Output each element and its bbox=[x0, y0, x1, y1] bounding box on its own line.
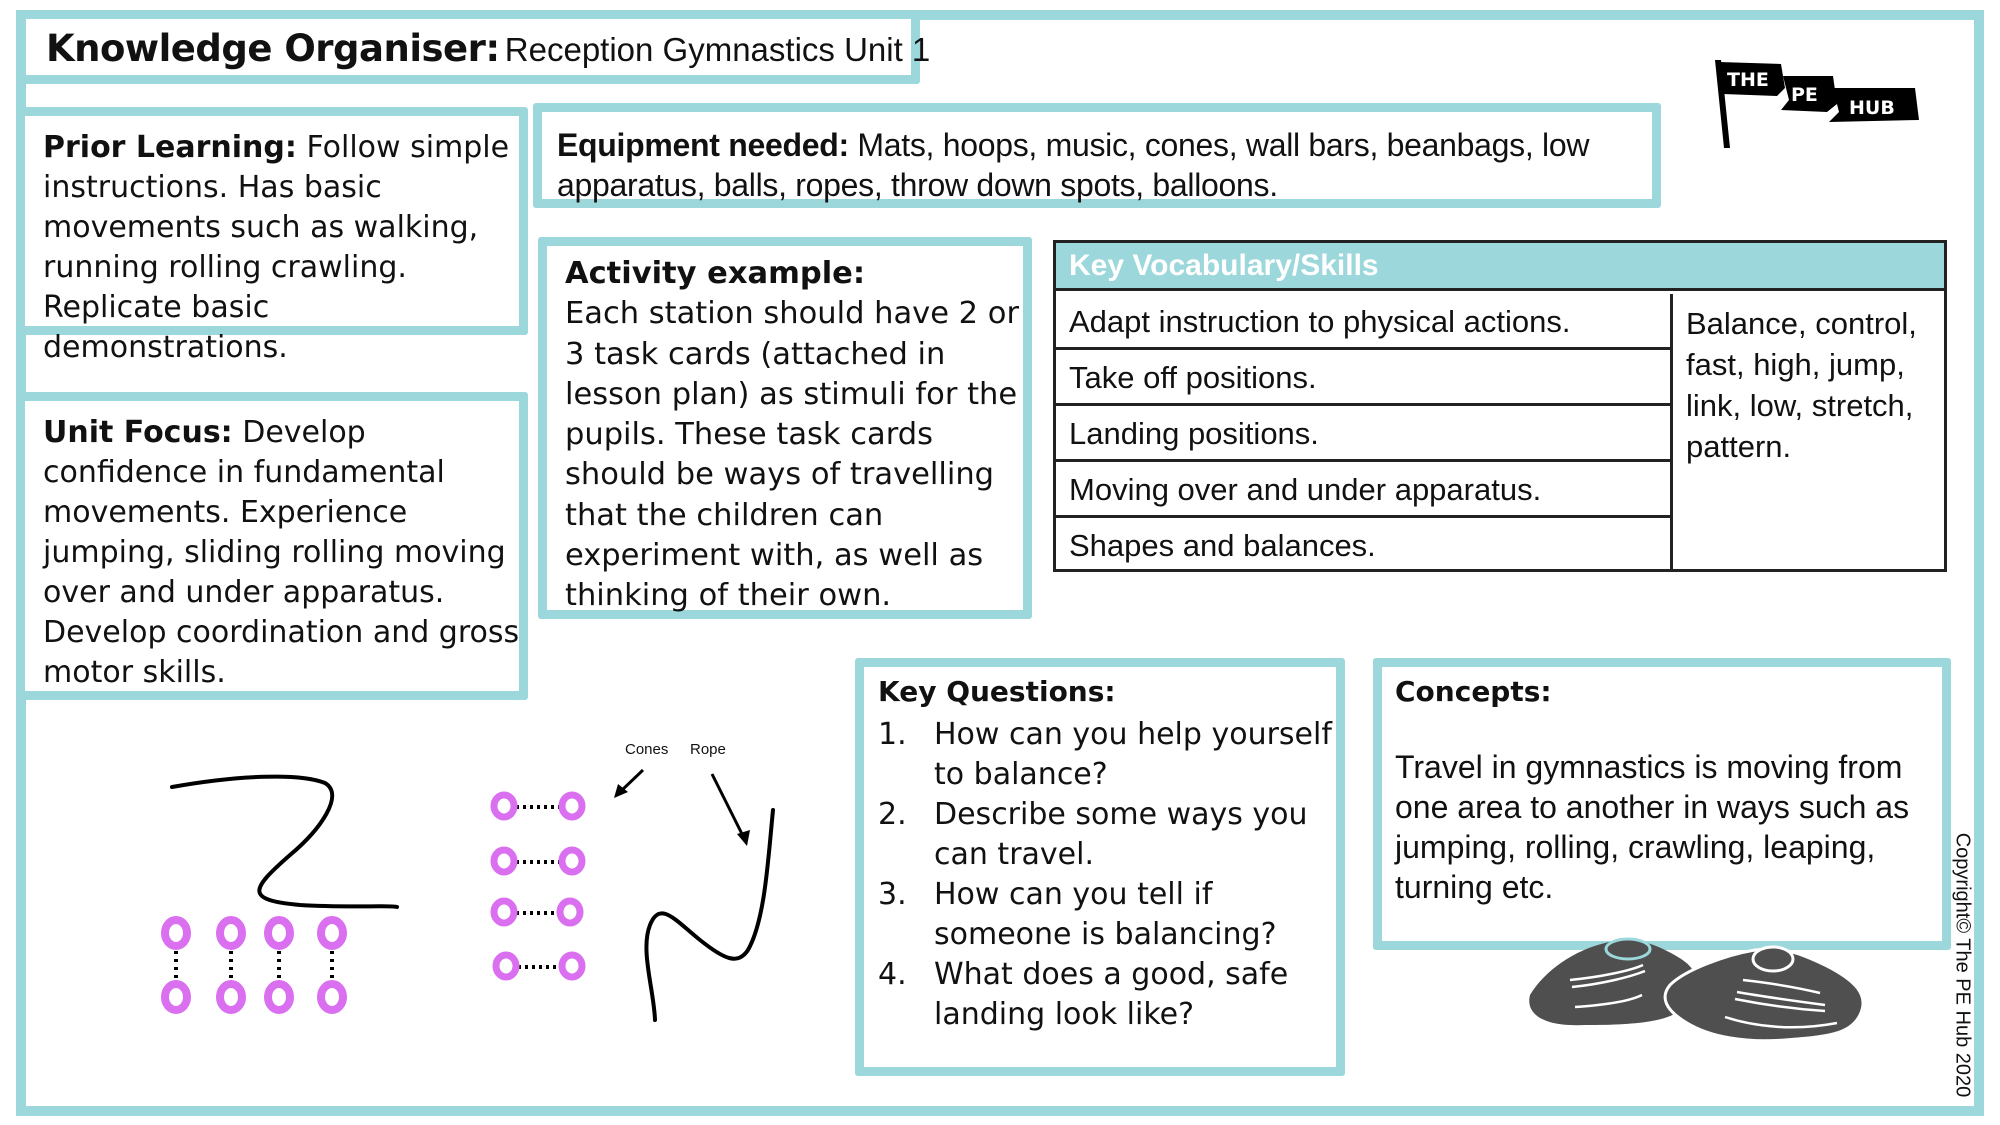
skill-row bbox=[1056, 350, 1670, 406]
cone-spot-icon bbox=[562, 850, 582, 872]
question-item bbox=[878, 875, 1338, 955]
prior-learning-box bbox=[16, 107, 528, 365]
cone-spot-icon bbox=[220, 984, 242, 1010]
equipment-body: Mats, hoops, music, cones, wall bars, beanbags, low apparatus, balls, ropes, throw down spots, balloons. bbox=[557, 127, 1590, 203]
equipment-label: Equipment needed: bbox=[557, 127, 849, 163]
key-questions-box bbox=[855, 658, 1345, 1076]
cones-label: Cones bbox=[625, 741, 669, 758]
logo-word-pe: PE bbox=[1791, 84, 1818, 106]
cone-icon bbox=[1665, 947, 1863, 1041]
question-text: What does a good, safe landing look like? bbox=[934, 957, 1289, 1032]
cone-spot-icon bbox=[268, 920, 290, 946]
cone-spot-icon bbox=[494, 850, 514, 872]
cone-pair bbox=[268, 920, 290, 1010]
logo-word-hub: HUB bbox=[1849, 97, 1895, 119]
cone-spot-icon bbox=[494, 901, 514, 923]
skill-text: Moving over and under apparatus. bbox=[1069, 472, 1542, 507]
equipment-box bbox=[533, 103, 1661, 208]
activity-example-box bbox=[538, 237, 1032, 619]
unit-focus-label: Unit Focus: bbox=[43, 415, 233, 450]
cone-spot-icon bbox=[220, 920, 242, 946]
pe-hub-logo bbox=[1715, 58, 1920, 150]
cone-spot-icon bbox=[496, 955, 516, 977]
prior-learning-label: Prior Learning: bbox=[43, 130, 297, 165]
title-box bbox=[16, 10, 931, 84]
rope-label: Rope bbox=[690, 741, 726, 758]
key-questions-list bbox=[878, 715, 1338, 1035]
key-vocabulary-table bbox=[1053, 240, 1947, 572]
question-text: How can you help yourself to balance? bbox=[934, 717, 1332, 792]
unit-focus-body: Develop confidence in fundamental movements. Experience jumping, sliding rolling moving over and under apparatus. Develop coordination and gross motor skills. bbox=[43, 415, 520, 690]
title-subtitle: Reception Gymnastics Unit 1 bbox=[504, 31, 931, 68]
title-bold: Knowledge Organiser: bbox=[46, 27, 500, 70]
travel-diagram-left bbox=[150, 755, 420, 1020]
cone-spot-icon bbox=[165, 920, 187, 946]
activity-label: Activity example: bbox=[565, 256, 866, 291]
cone-spot-icon bbox=[562, 795, 582, 817]
vocabulary-header bbox=[1056, 243, 1944, 291]
cone-spot-icon bbox=[268, 984, 290, 1010]
unit-focus-text bbox=[43, 413, 523, 693]
equipment-text bbox=[557, 125, 1647, 205]
cones-illustration bbox=[1525, 935, 1865, 1055]
question-number: 3. bbox=[878, 877, 907, 912]
cone-pair bbox=[494, 901, 580, 923]
cone-spot-icon bbox=[321, 984, 343, 1010]
cone-pair bbox=[494, 850, 582, 872]
question-item bbox=[878, 715, 1338, 795]
activity-body: Each station should have 2 or 3 task cards (attached in lesson plan) as stimuli for the pupils. These task cards should be ways of travelling that the children can experiment with, as well as thinking of their own. bbox=[565, 296, 1019, 614]
cone-spot-icon bbox=[494, 795, 514, 817]
question-number: 4. bbox=[878, 957, 907, 992]
vocabulary-header-label: Key Vocabulary/Skills bbox=[1069, 249, 1379, 282]
travel-diagram-right bbox=[480, 740, 790, 1030]
logo-word-the: THE bbox=[1727, 69, 1769, 91]
cone-pair bbox=[220, 920, 242, 1010]
cone-icon bbox=[1529, 939, 1695, 1025]
cone-pair bbox=[165, 920, 187, 1010]
question-text: Describe some ways you can travel. bbox=[934, 797, 1308, 872]
page-title bbox=[46, 27, 930, 70]
key-questions-label: Key Questions: bbox=[878, 675, 1116, 708]
question-text: How can you tell if someone is balancing? bbox=[934, 877, 1277, 952]
cone-spot-icon bbox=[321, 920, 343, 946]
question-item bbox=[878, 795, 1338, 875]
rope-arrow bbox=[712, 774, 744, 838]
question-number: 1. bbox=[878, 717, 907, 752]
question-number: 2. bbox=[878, 797, 907, 832]
concepts-box bbox=[1373, 658, 1951, 950]
skill-text: Shapes and balances. bbox=[1069, 528, 1376, 563]
skill-text: Adapt instruction to physical actions. bbox=[1069, 304, 1571, 339]
prior-learning-body: Follow simple instructions. Has basic movements such as walking, running rolling crawling. Replicate basic demonstrations. bbox=[43, 130, 510, 365]
skill-row bbox=[1056, 406, 1670, 462]
cone-spot-icon bbox=[562, 955, 582, 977]
question-item bbox=[878, 955, 1338, 1035]
cone-pair bbox=[496, 955, 582, 977]
cone-pair bbox=[321, 920, 343, 1010]
cone-pair bbox=[494, 795, 582, 817]
concepts-text: Travel in gymnastics is moving from one area to another in ways such as jumping, rolling, crawling, leaping, turning etc. bbox=[1395, 749, 1910, 905]
unit-focus-box bbox=[16, 392, 528, 700]
arrowhead-icon bbox=[737, 830, 750, 846]
skill-text: Take off positions. bbox=[1069, 360, 1317, 395]
cone-spot-icon bbox=[560, 901, 580, 923]
copyright-notice: Copyright© The PE Hub 2020 bbox=[1951, 832, 1974, 1098]
skill-row bbox=[1056, 462, 1670, 518]
travel-path-line bbox=[172, 777, 397, 907]
skill-row bbox=[1056, 294, 1670, 350]
concepts-label: Concepts: bbox=[1395, 675, 1552, 708]
cone-spot-icon bbox=[165, 984, 187, 1010]
vocabulary-words: Balance, control, fast, high, jump, link, low, stretch, pattern. bbox=[1686, 306, 1917, 464]
skill-text: Landing positions. bbox=[1069, 416, 1319, 451]
activity-text bbox=[565, 254, 1025, 617]
rope-line bbox=[646, 810, 773, 1020]
prior-learning-text bbox=[43, 128, 523, 368]
skills-column bbox=[1056, 294, 1670, 574]
column-divider bbox=[1670, 294, 1673, 569]
skill-row bbox=[1056, 518, 1670, 574]
